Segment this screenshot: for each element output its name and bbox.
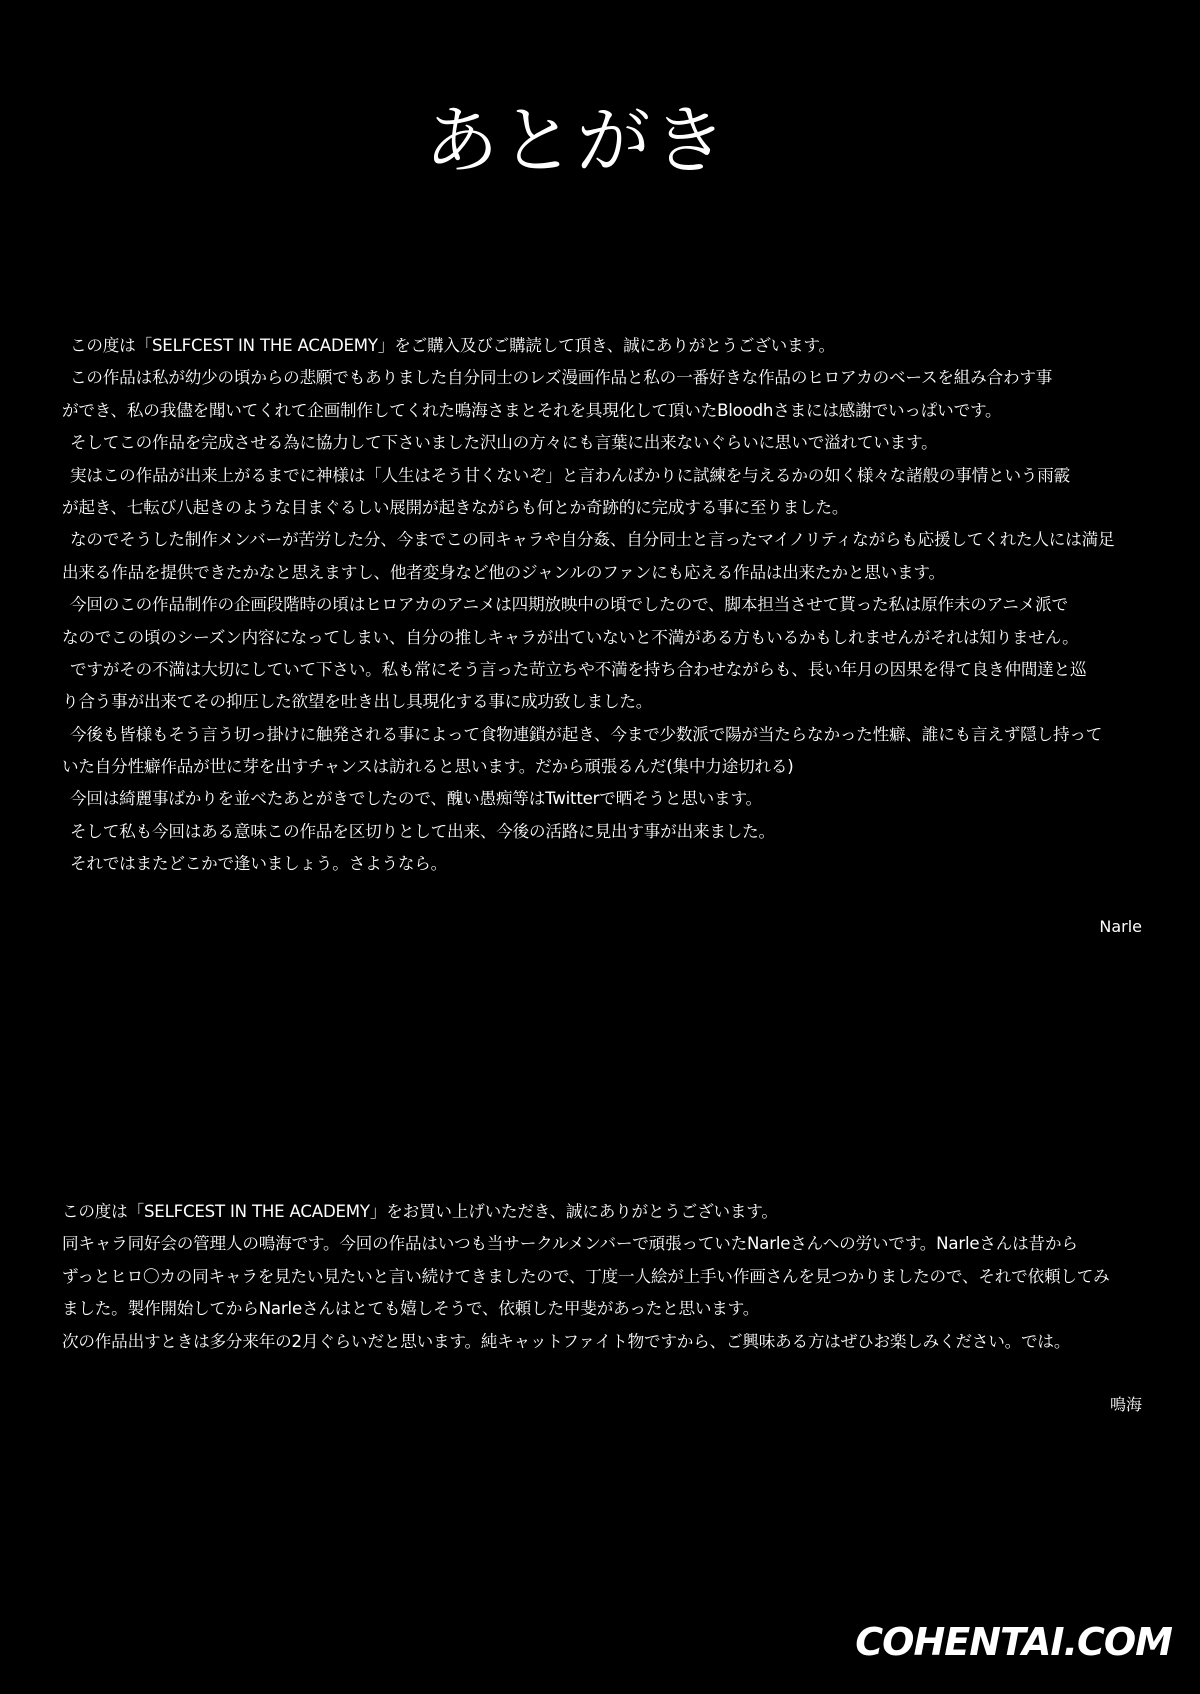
- text-line: この度は「SELFCEST IN THE ACADEMY」をご購入及びご購読して頂き、誠にありがとうございます。: [70, 336, 835, 355]
- text-line: この作品は私が幼少の頃からの悲願でもありました自分同士のレズ漫画作品と私の一番好きな作品のヒロアカのベースを組み合わす事: [70, 368, 1053, 388]
- afterword-narle: [62, 330, 1152, 881]
- text-line: ずっとヒロ〇カの同キャラを見たい見たいと言い続けてきましたので、丁度一人絵が上手い作画さんを見つかりましたので、それで依頼してみ: [62, 1266, 1110, 1286]
- text-line: ができ、私の我儘を聞いてくれて企画制作してくれた鳴海さまとそれを具現化して頂いたBloodhさまには感謝でいっぱいです。: [62, 400, 1002, 420]
- text-line: そしてこの作品を完成させる為に協力して下さいました沢山の方々にも言葉に出来ないぐらいに思いで溢れています。: [70, 433, 938, 453]
- text-line: いた自分性癖作品が世に芽を出すチャンスは訪れると思います。だから頑張るんだ(集中力途切れる): [62, 757, 794, 777]
- text-line: なのでこの頃のシーズン内容になってしまい、自分の推しキャラが出ていないと不満がある方もいるかもしれませんがそれは知りません。: [62, 627, 1079, 647]
- watermark-logo: COHENTAI.COM: [855, 1620, 1172, 1664]
- page-title: あとがき: [424, 98, 729, 184]
- text-line: り合う事が出来てその抑圧した欲望を吐き出し具現化する事に成功致しました。: [62, 692, 653, 712]
- text-line: この度は「SELFCEST IN THE ACADEMY」をお買い上げいただき、誠にありがとうございます。: [62, 1202, 778, 1221]
- text-line: 実はこの作品が出来上がるまでに神様は「人生はそう甘くないぞ」と言わんばかりに試練を与えるかの如く様々な諸般の事情という雨霰: [70, 465, 1071, 485]
- text-line: が起き、七転び八起きのような目まぐるしい展開が起きながらも何とか奇跡的に完成する事に至りました。: [62, 497, 849, 517]
- text-line: 今回のこの作品制作の企画段階時の頃はヒロアカのアニメは四期放映中の頃でしたので、脚本担当させて貰った私は原作未のアニメ派で: [70, 595, 1068, 615]
- text-line: 同キャラ同好会の管理人の鳴海です。今回の作品はいつも当サークルメンバーで頑張っていたNarleさんへの労いです。Narleさんは昔から: [62, 1234, 1078, 1254]
- text-line: 次の作品出すときは多分来年の2月ぐらいだと思います。純キャットファイト物ですから、ご興味ある方はぜひお楽しみください。では。: [62, 1331, 1071, 1351]
- signature-narumi: 鳴海: [1109, 1395, 1142, 1414]
- signature-narle: Narle: [1099, 917, 1142, 936]
- text-line: 出来る作品を提供できたかなと思えますし、他者変身など他のジャンルのファンにも応える作品は出来たかと思います。: [62, 562, 945, 582]
- text-line: 今回は綺麗事ばかりを並べたあとがきでしたので、醜い愚痴等はTwitterで晒そうと思います。: [70, 789, 762, 809]
- afterword-narumi: [62, 1196, 1152, 1358]
- text-line: ですがその不満は大切にしていて下さい。私も常にそう言った苛立ちや不満を持ち合わせながらも、長い年月の因果を得て良き仲間達と巡: [70, 659, 1087, 679]
- text-line: それではまたどこかで逢いましょう。さようなら。: [70, 854, 448, 874]
- text-line: ました。製作開始してからNarleさんはとても嬉しそうで、依頼した甲斐があったと思います。: [62, 1299, 760, 1319]
- text-line: なのでそうした制作メンバーが苦労した分、今までこの同キャラや自分姦、自分同士と言ったマイノリティながらも応援してくれた人には満足: [70, 530, 1115, 550]
- text-line: そして私も今回はある意味この作品を区切りとして出来、今後の活路に見出す事が出来ました。: [70, 821, 775, 841]
- text-line: 今後も皆様もそう言う切っ掛けに触発される事によって食物連鎖が起き、今まで少数派で陽が当たらなかった性癖、誰にも言えず隠し持って: [70, 724, 1103, 744]
